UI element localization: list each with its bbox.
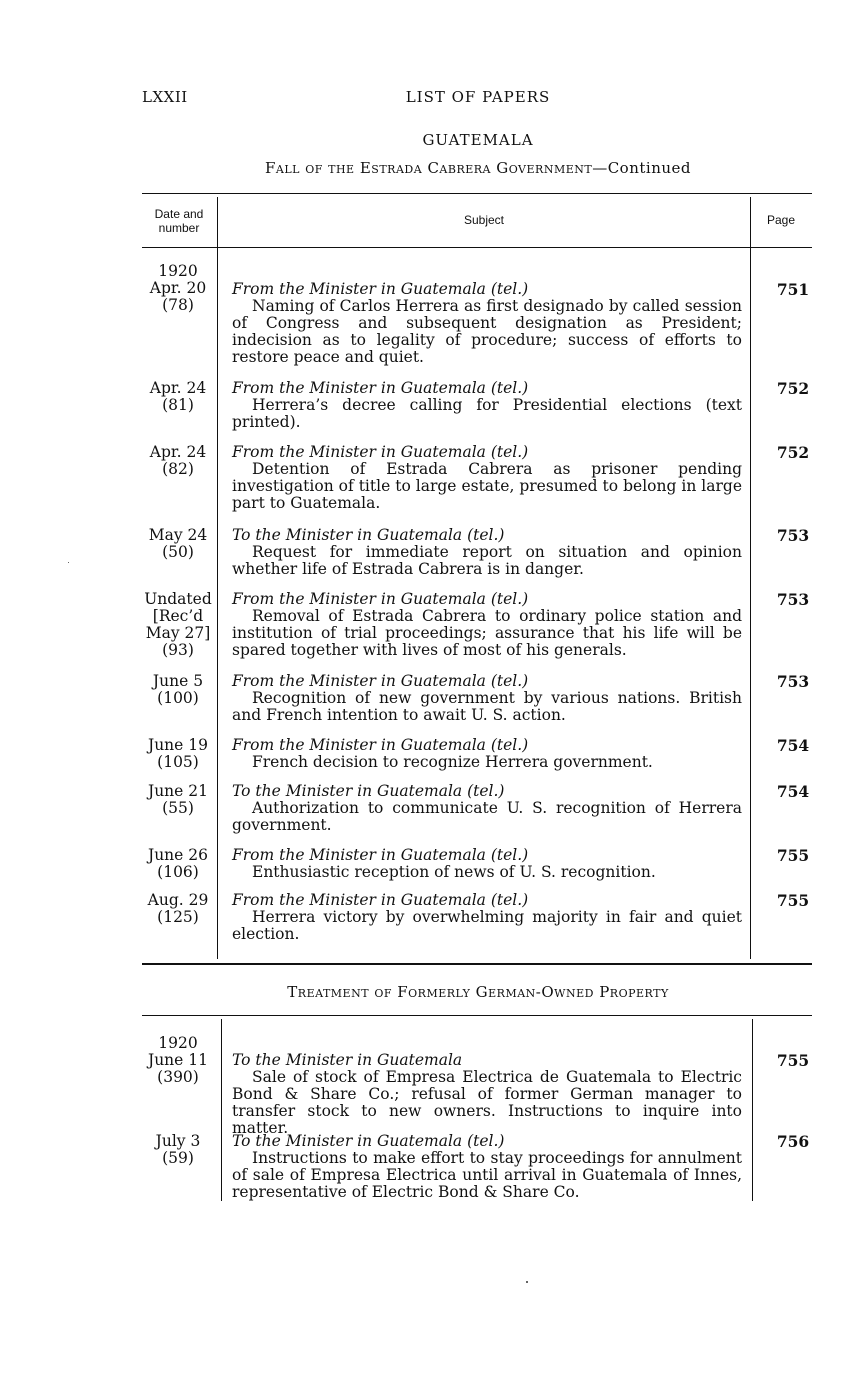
row-page: 754 xyxy=(776,736,810,755)
row-date: June 26 (106) xyxy=(147,846,208,881)
row-date: May 24 (50) xyxy=(148,526,208,561)
row-description: Recognition of new government by various nations. British and French intention to await U. S. action. xyxy=(232,689,742,724)
row-page: 755 xyxy=(776,1051,810,1070)
column-header-subject: Subject xyxy=(463,213,505,227)
table2-column-divider-left xyxy=(221,1019,222,1201)
row-subject xyxy=(232,591,742,659)
row-page: 756 xyxy=(776,1132,810,1151)
scan-speck xyxy=(68,562,69,563)
row-correspondent: From the Minister in Guatemala (tel.) xyxy=(232,736,529,754)
row-description: Enthusiastic reception of news of U. S. recognition. xyxy=(252,863,656,881)
continued-label: —Continued xyxy=(592,159,691,177)
row-subject xyxy=(232,527,742,578)
row-correspondent: From the Minister in Guatemala (tel.) xyxy=(232,891,529,909)
row-page: 755 xyxy=(776,891,810,910)
row-description: Naming of Carlos Herrera as first designado by called session of Congress and subsequent designation as President; indecision as to legality of procedure; success of efforts to restore peace and quiet. xyxy=(232,297,742,366)
section-title: Fall of the Estrada Cabrera Government xyxy=(264,159,593,177)
row-page: 753 xyxy=(776,526,810,545)
row-page: 752 xyxy=(776,379,810,398)
scan-speck xyxy=(526,1281,528,1283)
row-date: 1920 June 11 (390) xyxy=(147,1034,208,1086)
row-subject xyxy=(232,380,742,431)
row-subject xyxy=(232,892,742,943)
country-heading: GUATEMALA xyxy=(422,131,534,149)
row-description: Sale of stock of Empresa Electrica de Guatemala to Electric Bond & Share Co.; refusal of former German manager to transfer stock to new owners. Instructions to inquire into matter. xyxy=(232,1068,742,1137)
column-divider-left xyxy=(217,197,218,959)
row-subject xyxy=(232,281,742,366)
row-page: 752 xyxy=(776,443,810,462)
row-correspondent: From the Minister in Guatemala (tel.) xyxy=(232,590,529,608)
table-top-rule xyxy=(142,193,812,194)
table-bottom-rule xyxy=(142,963,812,965)
table2-column-divider-right xyxy=(752,1019,753,1201)
row-subject xyxy=(232,1133,742,1201)
row-date: June 21 (55) xyxy=(147,782,208,817)
row-date: July 3 (59) xyxy=(155,1132,201,1167)
table2-top-rule xyxy=(142,1015,812,1016)
column-header-page: Page xyxy=(766,213,796,227)
row-description: Detention of Estrada Cabrera as prisoner pending investigation of title to large estate, presumed to belong in large part to Guatemala. xyxy=(232,460,742,512)
row-subject xyxy=(232,847,742,881)
row-description: Authorization to communicate U. S. recognition of Herrera government. xyxy=(232,799,742,834)
row-subject xyxy=(232,737,742,771)
row-page: 753 xyxy=(776,590,810,609)
row-correspondent: From the Minister in Guatemala (tel.) xyxy=(232,846,529,864)
row-subject xyxy=(232,783,742,834)
page-folio: LXXII xyxy=(142,88,188,106)
column-divider-right xyxy=(750,197,751,959)
running-head xyxy=(142,88,814,108)
row-page: 754 xyxy=(776,782,810,801)
row-date: June 5 (100) xyxy=(152,672,204,707)
section-heading-german-property: Treatment of Formerly German-Owned Property xyxy=(287,983,669,1001)
row-date: June 19 (105) xyxy=(147,736,208,771)
row-page: 753 xyxy=(776,672,810,691)
row-correspondent: From the Minister in Guatemala (tel.) xyxy=(232,672,529,690)
row-description: Instructions to make effort to stay proceedings for annulment of sale of Empresa Electrica until arrival in Guatemala of Innes, representative of Electric Bond & Share Co. xyxy=(232,1149,742,1201)
row-subject xyxy=(232,444,742,512)
row-date: Apr. 24 (81) xyxy=(149,379,207,414)
row-date: 1920 Apr. 20 (78) xyxy=(149,262,207,314)
row-subject xyxy=(232,673,742,724)
section-heading-estrada xyxy=(142,159,814,177)
row-date: Aug. 29 (125) xyxy=(147,891,209,926)
row-description: Removal of Estrada Cabrera to ordinary police station and institution of trial proceedings; assurance that his life will be spared together with lives of most of his generals. xyxy=(232,607,742,659)
row-subject xyxy=(232,1052,742,1137)
row-date: Apr. 24 (82) xyxy=(149,443,207,478)
row-date: Undated [Rec’d May 27] (93) xyxy=(144,590,212,659)
column-header-date: Date and number xyxy=(154,207,204,235)
row-correspondent: From the Minister in Guatemala (tel.) xyxy=(232,280,529,298)
row-correspondent: From the Minister in Guatemala (tel.) xyxy=(232,379,529,397)
row-correspondent: From the Minister in Guatemala (tel.) xyxy=(232,443,529,461)
row-description: Herrera victory by overwhelming majority in fair and quiet election. xyxy=(232,908,742,943)
row-description: Herrera’s decree calling for Presidential elections (text printed). xyxy=(232,396,742,431)
running-title: LIST OF PAPERS xyxy=(405,88,551,106)
row-correspondent: To the Minister in Guatemala xyxy=(232,1051,463,1069)
row-correspondent: To the Minister in Guatemala (tel.) xyxy=(232,1132,505,1150)
row-correspondent: To the Minister in Guatemala (tel.) xyxy=(232,526,505,544)
row-page: 751 xyxy=(776,280,810,299)
row-correspondent: To the Minister in Guatemala (tel.) xyxy=(232,782,505,800)
row-page: 755 xyxy=(776,846,810,865)
row-description: Request for immediate report on situation and opinion whether life of Estrada Cabrera is in danger. xyxy=(232,543,742,578)
table-header-rule xyxy=(142,247,812,248)
row-description: French decision to recognize Herrera government. xyxy=(252,753,653,771)
